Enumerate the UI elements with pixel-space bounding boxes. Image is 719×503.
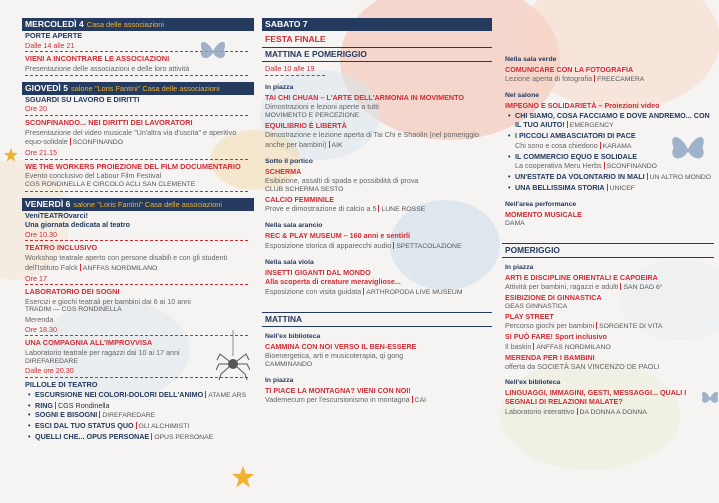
event-title: LINGUAGGI, IMMAGINI, GESTI, MESSAGGI... QUALI I SEGNALI DI RELAZIONI MALATE?	[505, 387, 687, 407]
list-item: • ESCI DAL TUO STATUS QUO GLI ALCHIMISTI	[35, 421, 254, 432]
group-ex-biblioteca	[262, 333, 492, 370]
event-title: VIENI A INCONTRARE LE ASSOCIAZIONI	[25, 54, 170, 64]
day-header-sabato	[262, 18, 492, 31]
event-organizer: GEAS GINNASTICA	[505, 302, 568, 310]
butterfly-icon	[198, 38, 228, 64]
event-time: Ore 20	[25, 104, 47, 114]
event-title: COMUNICARE CON LA FOTOGRAFIA	[505, 64, 634, 74]
event-description	[25, 128, 254, 148]
event-time: Ore 10.30	[25, 229, 57, 239]
list-item: • IL COMMERCIO EQUO E SOLIDALE La cooperativa Meru Herbs SCONFINANDO	[515, 152, 714, 172]
group-label: Sotto il portico	[265, 157, 313, 165]
event-subtitle: Alla scoperta di creature meravigliose...	[265, 277, 401, 287]
group-label: In piazza	[265, 83, 294, 91]
star-icon	[232, 466, 254, 488]
group-portico	[262, 158, 492, 215]
event-description: Esercizi e giochi teatrali per bambini dai 6 ai 10 anni	[25, 296, 191, 306]
event-title: SCONFINANDO... NEI DIRITTI DEI LAVORATORI	[25, 117, 193, 127]
event-organizer: SCONFINANDO	[72, 139, 123, 147]
day-header-mercoledi	[22, 18, 254, 31]
group-label: In piazza	[505, 263, 534, 271]
section-mattina-pomeriggio: MATTINA E POMERIGGIO	[262, 47, 492, 62]
day-header-venerdi	[22, 198, 254, 211]
event-title: ESIBIZIONE DI GINNASTICA	[505, 293, 602, 303]
event-sguardi	[22, 95, 254, 114]
divider	[25, 191, 248, 192]
event-title: TAI CHI CHUAN – L'ARTE DELL'ARMONIA IN MOVIMENTO	[265, 92, 464, 102]
event-time: Dalle ore 20.30	[25, 366, 74, 376]
event-description: Attività per bambini, ragazzi e adulti SAN DAO 6°	[505, 282, 663, 292]
event-description: Bioenergetica, arti e musicoterapia, qi gong	[265, 351, 404, 361]
group-label: Nella sala verde	[505, 56, 557, 63]
butterfly-icon	[700, 380, 719, 416]
group-piazza-pomeriggio	[502, 264, 714, 372]
event-description: Dimostrazioni e lezioni aperte a tutti	[265, 102, 379, 112]
group-label: Nell'ex biblioteca	[505, 378, 561, 386]
event-title: PILLOLE DI TEATRO	[25, 379, 98, 389]
list-item: • RING CGS Rondinella	[35, 401, 254, 411]
list-item: • CHI SIAMO, COSA FACCIAMO E DOVE ANDREMO... CON IL TUO AIUTO! EMERGENCY	[515, 111, 714, 131]
event-title: SGUARDI SU LAVORO E DIRITTI	[25, 94, 140, 104]
event-description: Lezione aperta di fotografia FREECAMERA	[505, 74, 645, 84]
event-description	[25, 253, 254, 273]
event-time: Ore 18.30	[25, 324, 57, 334]
group-ex-biblioteca-pomeriggio	[502, 379, 714, 418]
location-label: Casa delle associazioni	[86, 20, 164, 29]
group-label: Nell'ex biblioteca	[265, 332, 321, 340]
event-we-the-workers	[22, 162, 254, 190]
event-title: IMPEGNO E SOLIDARIETÀ – Proiezioni video	[505, 101, 660, 111]
event-organizer: CLUB SCHERMA SESTO	[265, 185, 344, 193]
event-organizer: CAMMINANDO	[265, 360, 313, 368]
group-label: In piazza	[265, 376, 294, 384]
day-label: VENERDÌ 6	[25, 198, 71, 209]
event-pillole	[22, 380, 254, 443]
divider	[265, 75, 325, 76]
event-title: PORTE APERTE	[25, 31, 83, 40]
list-item: • UNA BELLISSIMA STORIA UNICEF	[515, 183, 714, 194]
event-organizer: DAMA	[505, 219, 525, 227]
group-label: Nell'area performance	[505, 201, 577, 209]
event-description-text: Presentazione del video musicale "Un'altra via d'uscita" e aperitivo equo-solidale	[25, 127, 237, 147]
butterfly-icon	[668, 132, 708, 166]
event-description: Evento conclusivo del Labour Film Festival	[25, 171, 162, 181]
intro-title: VeniTEATROvarci!	[25, 210, 88, 220]
list-item: • ESCURSIONE NEI COLORI-DOLORI DELL'ANIMO ATAME ARS	[35, 390, 254, 401]
location-label: salone "Loris Fantini" Casa delle associazioni	[73, 199, 222, 209]
group-label: Nel salone	[505, 92, 539, 100]
section-pomeriggio: POMERIGGIO	[502, 243, 714, 258]
event-description: Laboratorio teatrale per ragazzi dai 10 ai 17 anni	[25, 348, 180, 357]
divider	[25, 115, 248, 116]
event-title: ARTI E DISCIPLINE ORIENTALI E CAPOEIRA	[505, 272, 658, 282]
event-title: MERENDA PER I BAMBINI	[505, 352, 595, 362]
event-title: WE THE WORKERS PROIEZIONE DEL FILM DOCUMENTARIO	[25, 161, 241, 171]
event-teatro-inclusivo	[22, 243, 254, 283]
event-laboratorio-sogni	[22, 287, 254, 334]
event-note: Merenda	[25, 315, 54, 325]
group-piazza	[262, 84, 492, 151]
event-title: CAMMINA CON NOI VERSO IL BEN-ESSERE	[265, 341, 417, 351]
event-description: Vademecum per l'escursionismo in montagna CAI	[265, 395, 427, 405]
event-description: Esibizione, assalti di spada e possibilità di prova	[265, 176, 419, 186]
column-sabato	[262, 18, 492, 413]
group-sala-viola	[262, 259, 492, 298]
column-sabato-continued	[502, 56, 714, 425]
divider	[25, 75, 248, 76]
divider	[25, 284, 248, 285]
section-mattina: MATTINA	[262, 312, 492, 327]
group-sala-verde	[502, 56, 714, 85]
performance-list	[25, 390, 254, 443]
location-label: salone "Loris Fantini" Casa delle associazioni	[70, 83, 220, 93]
list-item: • UN'ESTATE DA VOLONTARIO IN MALI UN ALTRO MONDO	[515, 172, 714, 183]
event-description: Esposizione storica di apparecchi audio SPETTACOLAZIONE	[265, 240, 462, 250]
event-title: UNA COMPAGNIA ALL'IMPROVVISA	[25, 338, 153, 348]
divider	[25, 335, 248, 336]
day-label: SABATO 7	[265, 19, 308, 29]
divider	[25, 159, 248, 160]
event-time: Ore 17	[25, 273, 47, 283]
event-organizer: ANFFAS NORDMILANO	[82, 264, 158, 272]
event-description: Prove e dimostrazione di calcio a 5 LUNE ROSSE	[265, 204, 426, 214]
event-title: TI PIACE LA MONTAGNA? VIENI CON NOI!	[265, 385, 411, 395]
event-description: Percorso giochi per bambini SORGENTE DI VITA	[505, 321, 663, 331]
event-title: EQUILIBRIO È LIBERTÀ	[265, 120, 347, 130]
divider	[25, 377, 248, 378]
event-description: Esposizione con visita guidata ARTHROPODA LIVE MUSEUM	[265, 286, 463, 296]
event-description: Presentazione delle associazioni e delle loro attività	[25, 64, 190, 74]
group-sala-arancio	[262, 222, 492, 251]
event-organizer: TRADIM — CGS RONDINELLA	[25, 306, 122, 314]
festa-finale-title: FESTA FINALE	[265, 34, 326, 44]
event-title: SI PUÒ FARE! Sport inclusivo	[505, 332, 607, 342]
event-description-text: Workshop teatrale aperto con persone disabili e con gli studenti dell'Istituto Falck	[25, 253, 228, 272]
event-organizer: DIREFAREDARE	[25, 357, 78, 365]
event-description: Laboratorio interattivo DA DONNA A DONNA	[505, 406, 647, 416]
event-time: Ore 21.15	[25, 148, 57, 158]
group-label: Nella sala arancio	[265, 222, 323, 230]
event-time: Dalle 14 alle 21	[25, 40, 75, 50]
group-area-performance	[502, 201, 714, 228]
star-icon	[4, 148, 18, 162]
intro-subtitle: Una giornata dedicata al teatro	[25, 220, 131, 230]
event-intro-teatro	[22, 211, 254, 240]
event-organizer: MOVIMENTO E PERCEZIONE	[265, 111, 360, 119]
event-title: PLAY STREET	[505, 311, 554, 321]
day-header-giovedi	[22, 82, 254, 95]
event-organizer: CGS RONDINELLA E CIRCOLO ACLI SAN CLEMENTE	[25, 180, 196, 188]
day-label: GIOVEDÌ 5	[25, 82, 68, 93]
event-title: CALCIO FEMMINILE	[265, 194, 335, 204]
event-title: TEATRO INCLUSIVO	[25, 243, 98, 253]
spider-icon	[216, 330, 250, 386]
event-title: INSETTI GIGANTI DAL MONDO	[265, 267, 371, 277]
group-label: Nella sala viola	[265, 258, 314, 266]
event-title: LABORATORIO DEI SOGNI	[25, 287, 120, 296]
list-item: • QUELLI CHE... OPUS PERSONAE OPUS PERSONAE	[35, 432, 254, 443]
event-sconfinando	[22, 118, 254, 158]
section-time: Dalle 10 alle 19	[265, 64, 315, 74]
day-label: MERCOLEDÌ 4	[25, 19, 84, 29]
event-title: MOMENTO MUSICALE	[505, 210, 582, 220]
event-description: Dimostrazione e lezione aperta di Tai Chi e Shaolin (nel pomeriggio anche per bambini) AIK	[265, 130, 480, 149]
list-item: • SOGNI E BISOGNI DIREFAREDARE	[35, 410, 254, 421]
event-title: SCHERMA	[265, 166, 302, 176]
divider	[25, 240, 248, 241]
list-item: • I PICCOLI AMBASCIATORI DI PACE Chi sono e cosa chiedono KARAMA	[515, 131, 714, 151]
event-title: REC & PLAY MUSEUM – 160 anni e sentirli	[265, 231, 410, 241]
event-description: offerta da SOCIETÀ SAN VINCENZO DE PAOLI	[505, 362, 660, 372]
event-description: Il baskin ANFFAS NORDMILANO	[505, 341, 611, 351]
group-piazza-mattina	[262, 377, 492, 406]
